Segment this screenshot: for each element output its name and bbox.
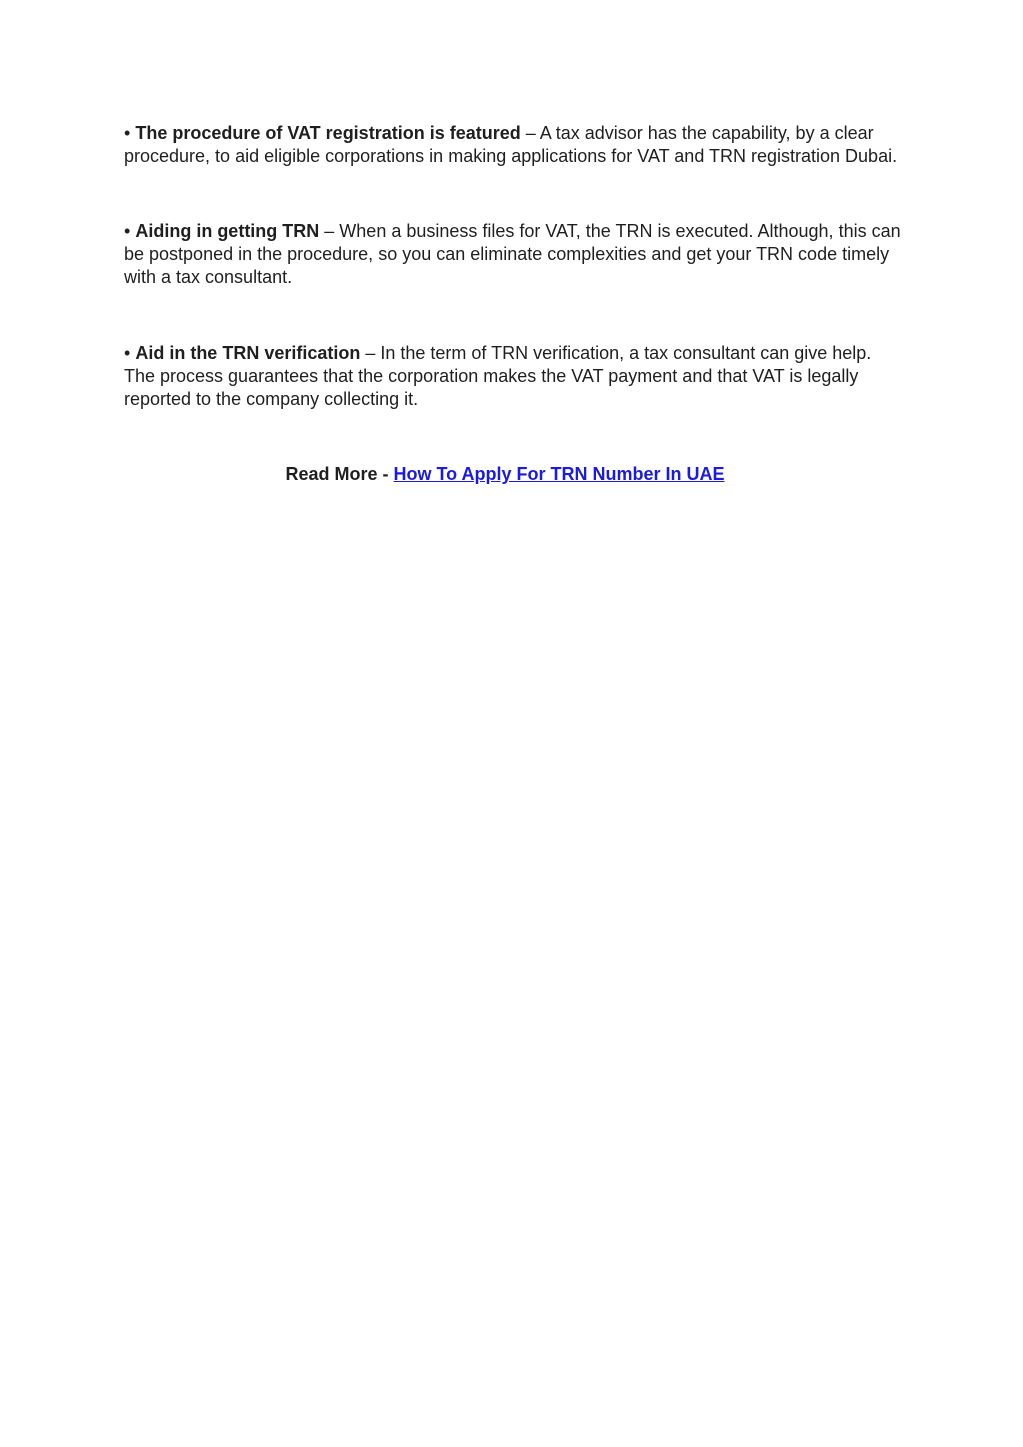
bullet-body: – When a business files for VAT, the TRN is executed. Although, this can be postponed in the procedure, so you can eliminate complexities and get your TRN code timely with a tax consultant.	[124, 221, 901, 287]
bullet-body: – A tax advisor has the capability, by a clear procedure, to aid eligible corporations in making applications for VAT and TRN registration Dubai.	[124, 123, 898, 166]
document-page	[124, 122, 904, 486]
bullet-item-trn-verification	[124, 342, 904, 411]
bullet-body: – In the term of TRN verification, a tax consultant can give help. The process guarantees that the corporation makes the VAT payment and that VAT is legally reported to the company collecting it.	[124, 343, 872, 409]
bullet-glyph: •	[124, 343, 131, 363]
bullet-lead: Aiding in getting TRN	[135, 221, 320, 241]
bullet-glyph: •	[124, 123, 131, 143]
read-more-line	[124, 463, 904, 486]
read-more-link[interactable]: How To Apply For TRN Number In UAE	[393, 464, 725, 484]
read-more-label: Read More -	[285, 464, 394, 484]
bullet-lead: The procedure of VAT registration is featured	[135, 123, 521, 143]
bullet-item-vat-registration	[124, 122, 904, 168]
bullet-item-getting-trn	[124, 220, 904, 289]
bullet-lead: Aid in the TRN verification	[135, 343, 361, 363]
bullet-glyph: •	[124, 221, 131, 241]
